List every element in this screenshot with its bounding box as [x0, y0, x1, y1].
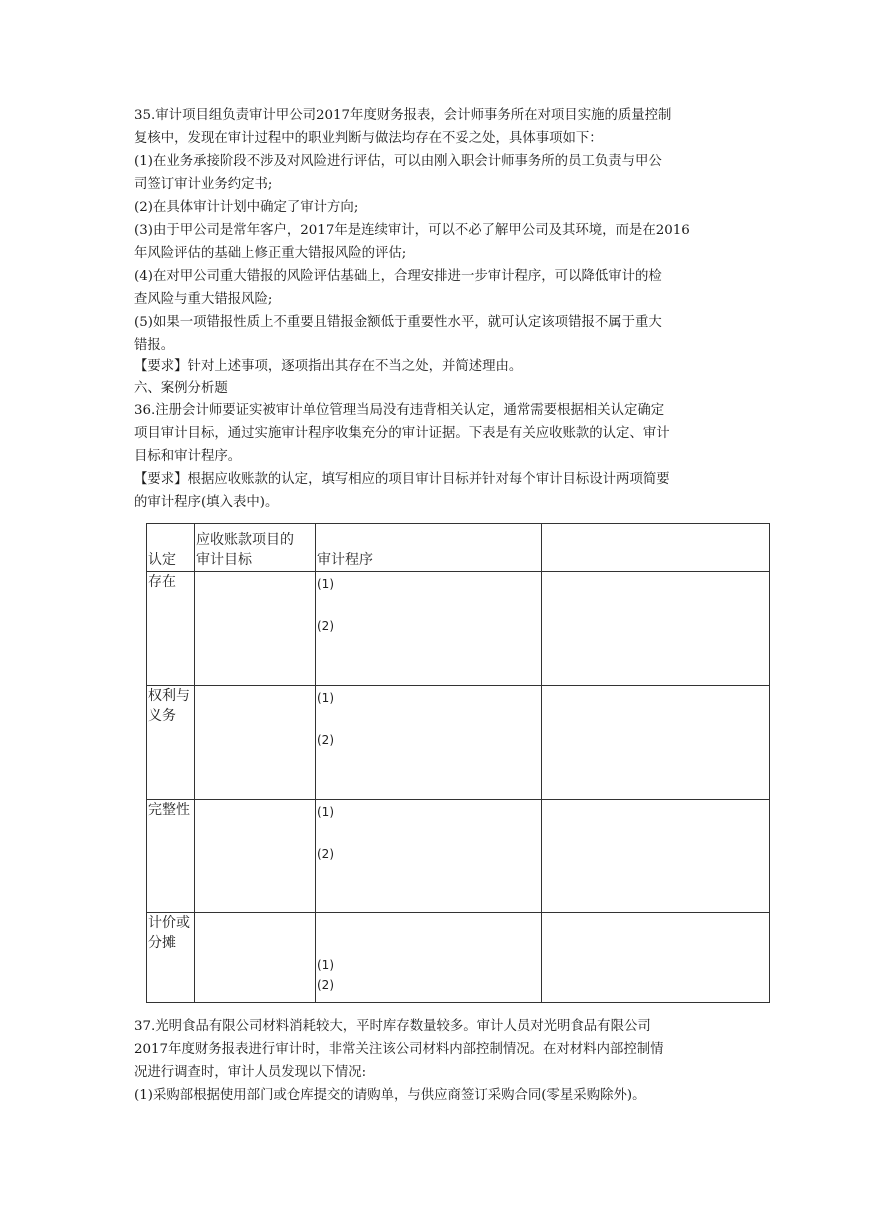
q35-requirement: 【要求】针对上述事项，逐项指出其存在不当之处，并简述理由。	[134, 359, 523, 374]
header-objective-line-1: 应收账款项目的	[196, 532, 294, 548]
procedure-2-marker: (2)	[317, 619, 334, 633]
header-procedure-cell	[316, 524, 542, 572]
procedure-cell	[316, 800, 542, 913]
q35-item-5-line-2: 错报。	[134, 338, 175, 353]
procedure-2-marker: (2)	[317, 733, 334, 747]
audit-objective-table	[146, 523, 770, 1003]
q36-line-3: 目标和审计程序。	[134, 449, 242, 464]
procedure-cell	[316, 686, 542, 800]
assertion-label-2: 分摊	[148, 935, 176, 951]
q35-line-2: 复核中，发现在审计过程中的职业判断与做法均存在不妥之处，具体事项如下：	[134, 131, 603, 146]
header-procedure: 审计程序	[317, 552, 373, 568]
q35-line-1: 35.审计项目组负责审计甲公司2017年度财务报表，会计师事务所在对项目实施的质量控制	[134, 108, 672, 123]
header-empty-cell	[542, 524, 770, 572]
procedure-2-marker: (2)	[317, 847, 334, 861]
procedure-cell	[316, 572, 542, 686]
table-row	[147, 572, 770, 686]
assertion-cell	[147, 686, 195, 800]
header-assertion: 认定	[148, 552, 176, 568]
blank-cell	[542, 913, 770, 1003]
section-heading: 六、案例分析题	[134, 381, 228, 396]
q35-item-5-line-1: (5)如果一项错报性质上不重要且错报金额低于重要性水平，就可认定该项错报不属于重大	[134, 315, 662, 330]
q35-item-1-line-1: (1)在业务承接阶段不涉及对风险进行评估，可以由刚入职会计师事务所的员工负责与甲公	[134, 154, 662, 169]
q36-requirement-line-1: 【要求】根据应收账款的认定，填写相应的项目审计目标并针对每个审计目标设计两项简要	[134, 472, 670, 487]
procedure-1-marker: (1)	[317, 805, 334, 819]
objective-cell	[195, 800, 316, 913]
objective-cell	[195, 572, 316, 686]
q36-requirement-line-2: 的审计程序(填入表中)。	[134, 495, 279, 510]
blank-cell	[542, 800, 770, 913]
procedure-1-marker: (1)	[317, 958, 334, 972]
q35-item-3-line-1: (3)由于甲公司是常年客户，2017年是连续审计，可以不必了解甲公司及其环境，而是在2016	[134, 223, 690, 238]
header-assertion-cell	[147, 524, 195, 572]
q37-line-2: 2017年度财务报表进行审计时，非常关注该公司材料内部控制情况。在对材料内部控制情	[134, 1042, 664, 1057]
procedure-1-marker: (1)	[317, 691, 334, 705]
q35-item-2: (2)在具体审计计划中确定了审计方向;	[134, 200, 359, 215]
q35-item-4-line-1: (4)在对甲公司重大错报的风险评估基础上，合理安排进一步审计程序，可以降低审计的检	[134, 269, 662, 284]
assertion-cell	[147, 913, 195, 1003]
objective-cell	[195, 913, 316, 1003]
table-row	[147, 686, 770, 800]
q36-line-2: 项目审计目标，通过实施审计程序收集充分的审计证据。下表是有关应收账款的认定、审计	[134, 426, 670, 441]
assertion-cell	[147, 800, 195, 913]
table-row	[147, 800, 770, 913]
assertion-label: 存在	[148, 574, 176, 590]
table-row	[147, 913, 770, 1003]
assertion-label-2: 义务	[148, 708, 176, 724]
q37-line-3: 况进行调查时，审计人员发现以下情况:	[134, 1065, 367, 1080]
objective-cell	[195, 686, 316, 800]
assertion-label: 权利与	[148, 688, 190, 704]
header-objective-line-2: 审计目标	[196, 552, 252, 568]
assertion-cell	[147, 572, 195, 686]
assertion-label: 计价或	[148, 915, 190, 931]
table-header-row	[147, 524, 770, 572]
procedure-2-marker: (2)	[317, 978, 334, 992]
q37-item-1: (1)采购部根据使用部门或仓库提交的请购单，与供应商签订采购合同(零星采购除外)。	[134, 1088, 646, 1103]
blank-cell	[542, 572, 770, 686]
q35-item-4-line-2: 查风险与重大错报风险;	[134, 292, 273, 307]
q35-item-3-line-2: 年风险评估的基础上修正重大错报风险的评估;	[134, 246, 407, 261]
q37-line-1: 37.光明食品有限公司材料消耗较大，平时库存数量较多。审计人员对光明食品有限公司	[134, 1019, 651, 1034]
assertion-label: 完整性	[148, 802, 190, 818]
q35-item-1-line-2: 司签订审计业务约定书;	[134, 177, 273, 192]
q36-line-1: 36.注册会计师要证实被审计单位管理当局没有违背相关认定，通常需要根据相关认定确定	[134, 403, 665, 418]
header-objective-cell	[195, 524, 316, 572]
blank-cell	[542, 686, 770, 800]
procedure-cell	[316, 913, 542, 1003]
procedure-1-marker: (1)	[317, 577, 334, 591]
